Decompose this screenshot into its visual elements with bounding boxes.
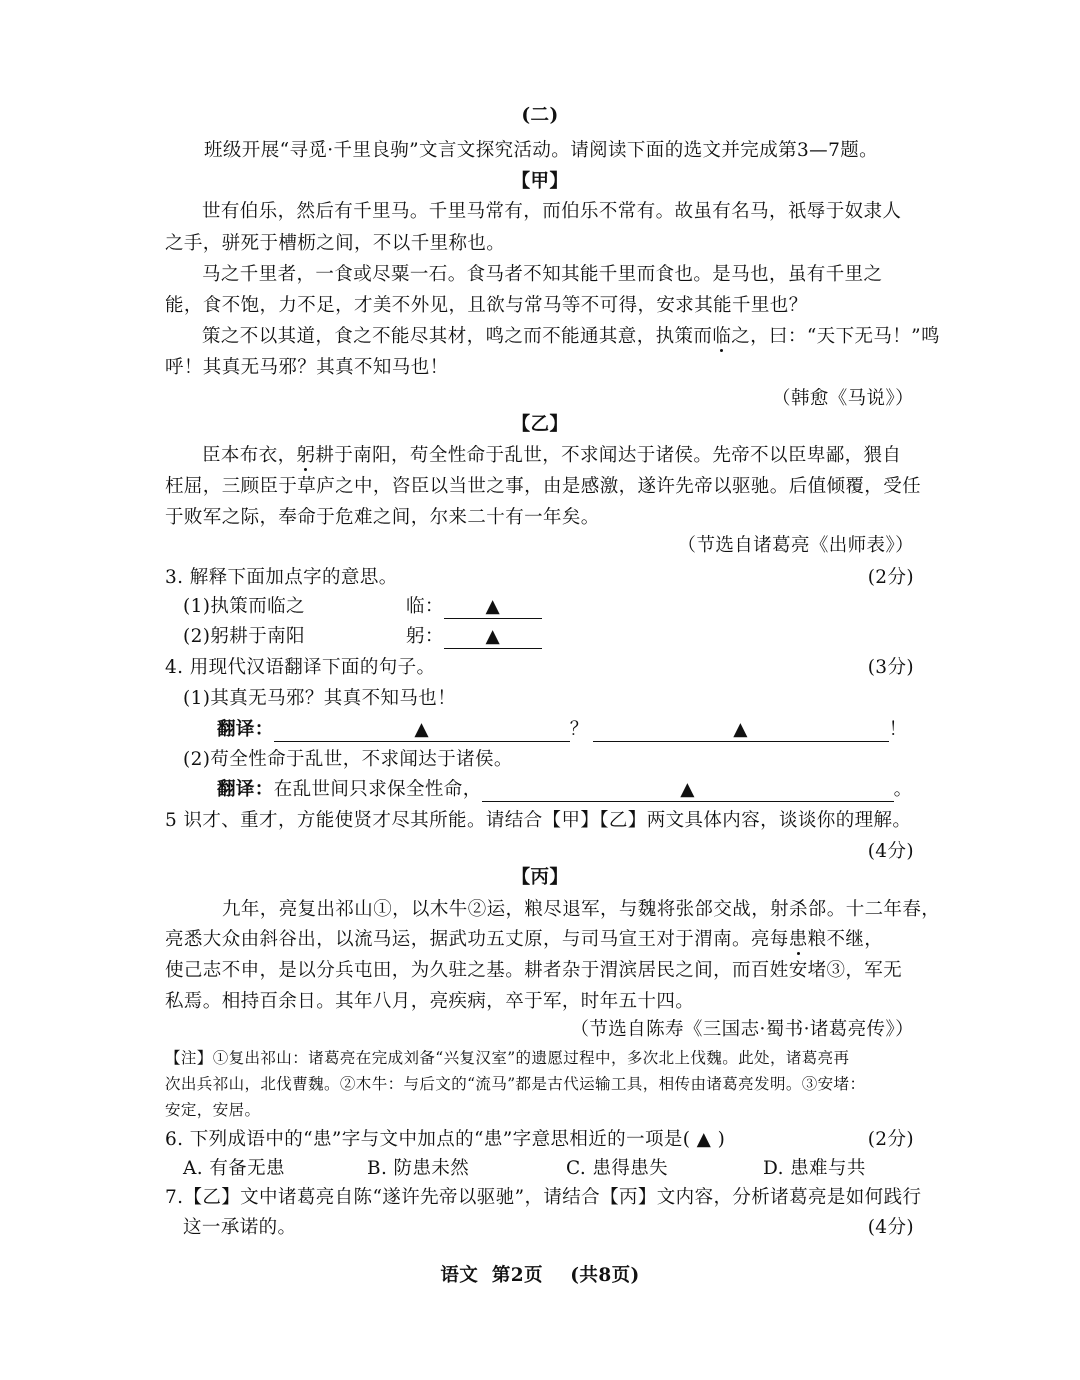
passage-text: 之，曰：“天下无马！”鸣 (731, 326, 940, 347)
passage-jia-line: 呼！其真无马邪？其真不知马也！ (165, 357, 449, 378)
page-footer: 语文 第2页 (共8页) (440, 1265, 640, 1286)
passage-bing-line: 使己志不申，是以分兵屯田，为久驻之基。耕者杂于渭滨居民之间，而百姓安堵③，军无 (165, 960, 903, 981)
question-6-option-b[interactable]: B. 防患未然 (367, 1158, 470, 1179)
passage-bing-note: 安定，安居。 (165, 1101, 261, 1119)
dotted-char-lin: 临 (712, 326, 732, 347)
passage-yi-line (202, 442, 901, 470)
translation-given: 在乱世间只求保全性命， (273, 779, 482, 800)
answer-key: 临： (406, 596, 444, 617)
passage-bing-line (165, 926, 883, 954)
passage-text: 亮悉大众由斜谷出，以流马运，据武功五丈原，与司马宣王对于渭南。亮每 (165, 929, 789, 950)
punctuation: ！ (888, 719, 908, 740)
answer-key: 躬： (406, 626, 444, 647)
answer-blank[interactable]: ▲ (444, 596, 542, 619)
translation-label: 翻译： (217, 719, 274, 740)
answer-blank[interactable]: ▲ (444, 626, 542, 649)
question-6-score: (2分) (867, 1129, 914, 1150)
passage-jia-line: 能，食不饱，力不足，才美不外见，且欲与常马等不可得，安求其能千里也？ (165, 295, 808, 316)
passage-text: 粮不继， (807, 929, 884, 950)
passage-text: 耕于南阳，苟全性命于乱世，不求闻达于诸侯。先帝不以臣卑鄙，猥自 (315, 445, 902, 466)
question-3-item: (2)躬耕于南阳 (183, 626, 305, 647)
question-3-answer (406, 593, 542, 621)
question-3-score: (2分) (867, 567, 914, 588)
dotted-char-gong: 躬 (296, 445, 316, 466)
question-4-score: (3分) (867, 657, 914, 678)
question-4-sentence-1: (1)其真无马邪？其真不知马也！ (183, 688, 457, 709)
question-6-stem: 6. 下列成语中的“患”字与文中加点的“患”字意思相近的一项是( ▲ ) (165, 1129, 726, 1150)
passage-yi-line: 枉屈，三顾臣于草庐之中，咨臣以当世之事，由是感激，遂许先帝以驱驰。后值倾覆，受任 (165, 476, 922, 497)
question-4-translation-1 (217, 716, 908, 744)
translation-label: 翻译： (217, 779, 274, 800)
passage-yi-source: （节选自诸葛亮《出师表》） (677, 535, 914, 556)
passage-jia-line: 之手，骈死于槽枥之间，不以千里称也。 (165, 233, 506, 254)
passage-bing-line: 九年，亮复出祁山①，以木牛②运，粮尽退军，与魏将张郃交战，射杀郃。十二年春， (222, 899, 941, 920)
passage-bing-note: 【注】①复出祁山：诸葛亮在完成刘备“兴复汉室”的遗愿过程中，多次北上伐魏。此处，诸葛亮再 (165, 1049, 850, 1067)
punctuation: ？ (569, 719, 589, 740)
dotted-char-huan: 患 (788, 929, 808, 950)
passage-yi-label: 【乙】 (511, 414, 569, 435)
question-7-stem: 7.【乙】文中诸葛亮自陈“遂许先帝以驱驰”，请结合【丙】文内容，分析诸葛亮是如何践行 (165, 1187, 922, 1208)
passage-text: 臣本布衣， (202, 445, 297, 466)
passage-jia-source: （韩愈《马说》） (772, 388, 914, 409)
question-6-option-c[interactable]: C. 患得患失 (566, 1158, 669, 1179)
question-3-answer (406, 623, 542, 651)
punctuation: 。 (893, 779, 913, 800)
answer-blank[interactable]: ▲ (482, 779, 894, 802)
passage-bing-note: 次出兵祁山，北伐曹魏。②木牛：与后文的“流马”都是古代运输工具，相传由诸葛亮发明。③安堵： (165, 1075, 866, 1093)
question-4-translation-2 (217, 776, 913, 804)
question-7-score: (4分) (867, 1217, 914, 1238)
passage-jia-label: 【甲】 (511, 171, 569, 192)
question-5-stem: 5 识才、重才，方能使贤才尽其所能。请结合【甲】【乙】两文具体内容，谈谈你的理解。 (165, 810, 912, 831)
question-6-option-d[interactable]: D. 患难与共 (763, 1158, 866, 1179)
passage-text: 策之不以其道，食之不能尽其材，鸣之而不能通其意，执策而 (202, 326, 713, 347)
passage-bing-line: 私焉。相持百余日。其年八月，亮疾病，卒于军，时年五十四。 (165, 991, 695, 1012)
question-7-stem-cont: 这一承诺的。 (183, 1217, 297, 1238)
passage-jia-line (202, 323, 940, 351)
question-3-item: (1)执策而临之 (183, 596, 305, 617)
question-6-option-a[interactable]: A. 有备无患 (183, 1158, 285, 1179)
section-intro: 班级开展“寻觅·千里良驹”文言文探究活动。请阅读下面的选文并完成第3—7题。 (204, 140, 879, 161)
answer-blank[interactable]: ▲ (274, 719, 570, 742)
question-5-score: (4分) (867, 841, 914, 862)
answer-blank[interactable]: ▲ (593, 719, 889, 742)
passage-jia-line: 马之千里者，一食或尽粟一石。食马者不知其能千里而食也。是马也，虽有千里之 (202, 264, 883, 285)
passage-yi-line: 于败军之际，奉命于危难之间，尔来二十有一年矣。 (165, 507, 600, 528)
question-4-stem: 4. 用现代汉语翻译下面的句子。 (165, 657, 436, 678)
question-4-sentence-2: (2)苟全性命于乱世，不求闻达于诸侯。 (183, 749, 513, 770)
passage-jia-line: 世有伯乐，然后有千里马。千里马常有，而伯乐不常有。故虽有名马，祇辱于奴隶人 (202, 201, 902, 222)
passage-bing-source: （节选自陈寿《三国志·蜀书·诸葛亮传》） (570, 1019, 914, 1040)
section-heading: (二) (521, 105, 559, 126)
passage-bing-label: 【丙】 (511, 867, 569, 888)
question-3-stem: 3. 解释下面加点字的意思。 (165, 567, 398, 588)
